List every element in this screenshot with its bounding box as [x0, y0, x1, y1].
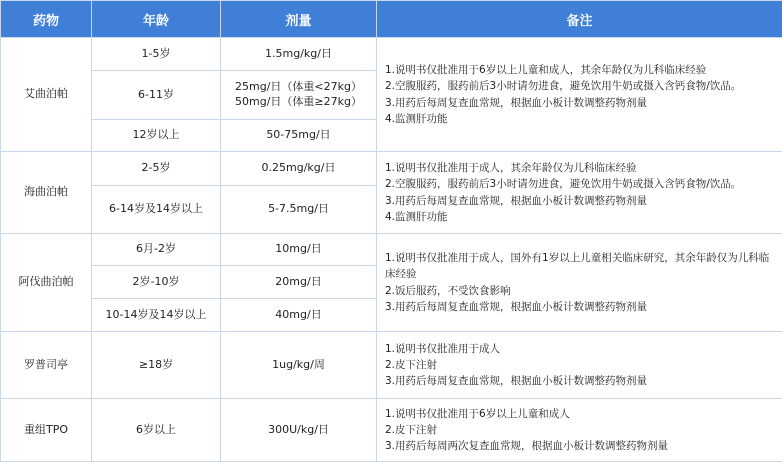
drug-name: 海曲泊帕	[1, 152, 92, 234]
header-age: 年龄	[92, 1, 221, 38]
dose-cell: 50-75mg/日	[221, 120, 377, 152]
age-cell: 6-11岁	[92, 71, 221, 120]
note-line: 3.用药后每周复查血常规，根据血小板计数调整药物剂量	[385, 299, 776, 315]
note-line: 1.说明书仅批准用于6岁以上儿童和成人	[385, 406, 776, 422]
note-line: 1.说明书仅批准用于成人，国外有1岁以上儿童相关临床研究，其余年龄仅为儿科临床经验	[385, 250, 776, 283]
notes-cell	[377, 234, 782, 332]
table-row	[1, 152, 782, 186]
note-line: 3.用药后每周复查血常规，根据血小板计数调整药物剂量	[385, 193, 776, 209]
dose-cell: 1ug/kg/周	[221, 332, 377, 399]
dose-line: 25mg/日（体重<27kg）	[227, 80, 370, 95]
notes-cell	[377, 399, 782, 462]
table-row	[1, 399, 782, 462]
note-line: 2.空腹服药，服药前后3小时请勿进食，避免饮用牛奶或摄入含钙食物/饮品。	[385, 176, 776, 192]
age-cell: 12岁以上	[92, 120, 221, 152]
note-line: 2.皮下注射	[385, 422, 776, 438]
note-line: 4.监测肝功能	[385, 209, 776, 225]
note-line: 3.用药后每周复查血常规，根据血小板计数调整药物剂量	[385, 95, 776, 111]
drug-name: 重组TPO	[1, 399, 92, 462]
table-row	[1, 38, 782, 71]
dose-cell: 20mg/日	[221, 266, 377, 299]
note-line: 4.监测肝功能	[385, 111, 776, 127]
dose-line: 50mg/日（体重≥27kg）	[227, 95, 370, 110]
notes-cell	[377, 152, 782, 234]
age-cell: 6-14岁及14岁以上	[92, 186, 221, 234]
note-line: 3.用药后每周两次复查血常规，根据血小板计数调整药物剂量	[385, 438, 776, 454]
dose-cell: 40mg/日	[221, 299, 377, 332]
dose-cell: 10mg/日	[221, 234, 377, 266]
dose-cell: 5-7.5mg/日	[221, 186, 377, 234]
age-cell: 2-5岁	[92, 152, 221, 186]
age-cell: 1-5岁	[92, 38, 221, 71]
age-cell: 6岁以上	[92, 399, 221, 462]
note-line: 3.用药后每周复查血常规，根据血小板计数调整药物剂量	[385, 373, 776, 389]
age-cell: 10-14岁及14岁以上	[92, 299, 221, 332]
age-cell: ≥18岁	[92, 332, 221, 399]
table-row	[1, 332, 782, 399]
note-line: 2.皮下注射	[385, 357, 776, 373]
drug-name: 阿伐曲泊帕	[1, 234, 92, 332]
header-notes: 备注	[377, 1, 782, 38]
dose-cell: 300U/kg/日	[221, 399, 377, 462]
table-row	[1, 234, 782, 266]
note-line: 2.空腹服药，服药前后3小时请勿进食，避免饮用牛奶或摄入含钙食物/饮品。	[385, 78, 776, 94]
header-drug: 药物	[1, 1, 92, 38]
note-line: 1.说明书仅批准用于成人，其余年龄仅为儿科临床经验	[385, 160, 776, 176]
drug-name: 罗普司亭	[1, 332, 92, 399]
notes-cell	[377, 332, 782, 399]
note-line: 2.饭后服药，不受饮食影响	[385, 283, 776, 299]
note-line: 1.说明书仅批准用于成人	[385, 341, 776, 357]
header-dose: 剂量	[221, 1, 377, 38]
drug-name: 艾曲泊帕	[1, 38, 92, 152]
dose-cell: 1.5mg/kg/日	[221, 38, 377, 71]
note-line: 1.说明书仅批准用于6岁以上儿童和成人，其余年龄仅为儿科临床经验	[385, 62, 776, 78]
dose-cell	[221, 71, 377, 120]
age-cell: 6月-2岁	[92, 234, 221, 266]
header-row	[1, 1, 782, 38]
age-cell: 2岁-10岁	[92, 266, 221, 299]
notes-cell	[377, 38, 782, 152]
dose-cell: 0.25mg/kg/日	[221, 152, 377, 186]
